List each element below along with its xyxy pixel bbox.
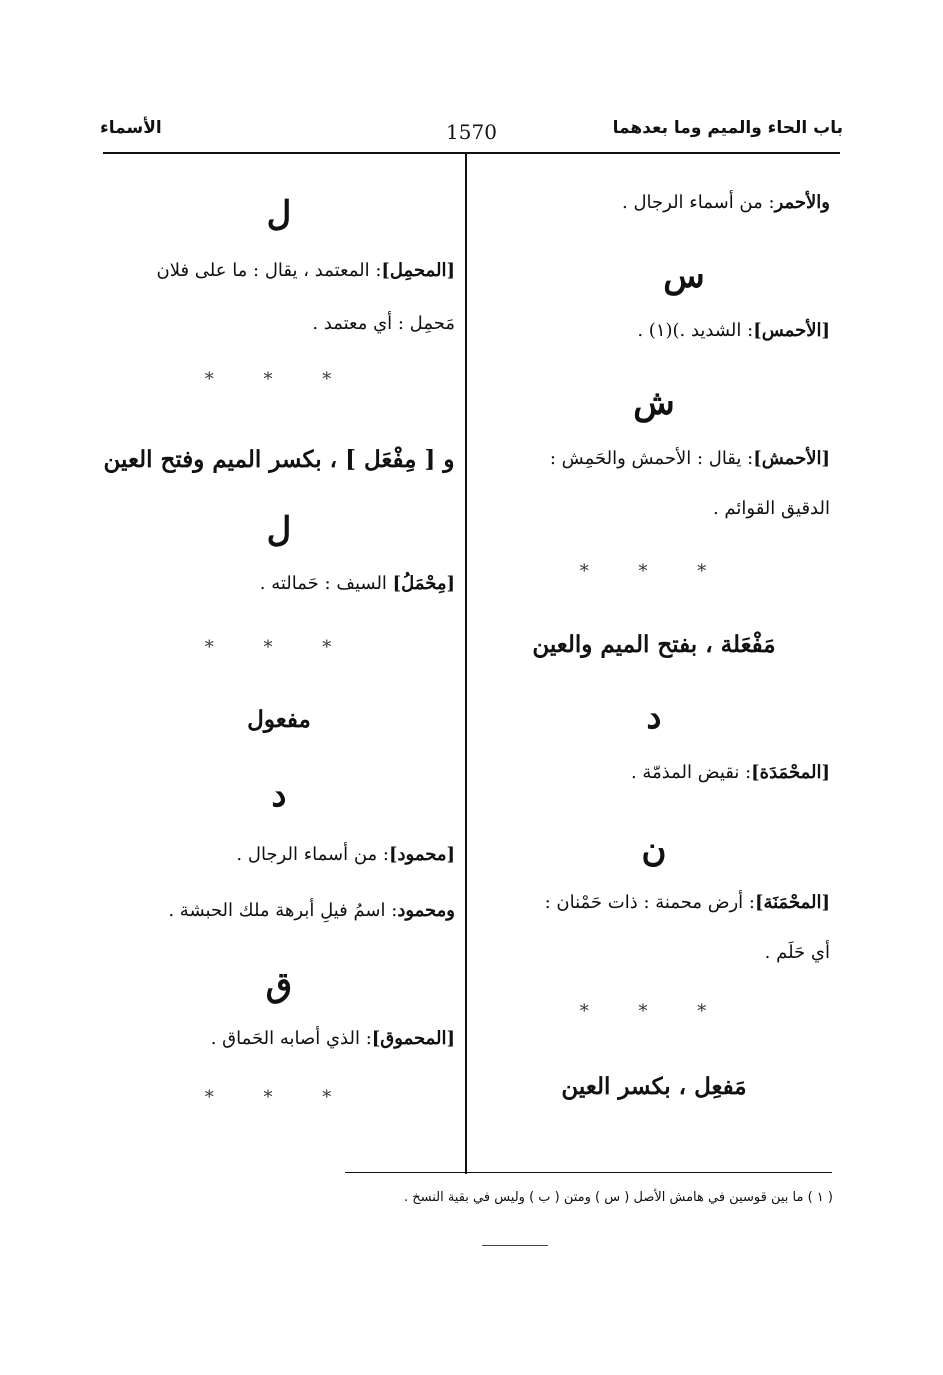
entry-key: [الأحمس] (753, 320, 830, 341)
page-number: 1570 (446, 120, 497, 144)
section-separator: * * * (204, 637, 354, 658)
entry-key: والأحمر (774, 192, 830, 213)
footnote-rule (345, 1172, 832, 1173)
section-heading: و [ مِفْعَل ] ، بكسر الميم وفتح العين (103, 446, 455, 473)
letter-heading: د (271, 775, 287, 815)
entry-key: [مِحْمَلُ] (392, 573, 455, 594)
section-separator: * * * (204, 1087, 354, 1108)
letter-heading: ل (266, 194, 292, 234)
entry (478, 177, 830, 229)
letter-heading: ش (633, 383, 675, 423)
entry (478, 305, 830, 357)
entry-text: : نقيض المذمّة . (630, 762, 752, 783)
section-heading: مَفعِل ، بكسر العين (561, 1073, 747, 1100)
entry-key: [المحموق] (371, 1028, 455, 1049)
entry-text: : من أسماء الرجال . (622, 192, 775, 213)
entry-key: [محمود] (388, 844, 455, 865)
letter-heading: س (663, 256, 705, 296)
entry-text: : الشديد .)(١) . (637, 320, 754, 341)
entry-continuation: مَحمِل : أي معتمد . (312, 313, 455, 334)
letter-heading: ل (266, 510, 292, 550)
bottom-mark (482, 1245, 548, 1246)
entry (478, 877, 830, 929)
entry-text: : أرض محمنة : ذات حَمْنان : (544, 892, 755, 913)
entry-text: : اسمُ فيلِ أبرهة ملك الحبشة . (168, 900, 398, 921)
entry (103, 829, 455, 881)
header-rule (103, 152, 840, 154)
footnote: ( ١ ) ما بين قوسين في هامش الأصل ( س ) ومتن ( ب ) وليس في بقية النسخ . (403, 1190, 833, 1205)
letter-heading: ق (265, 965, 293, 1005)
section-separator: * * * (579, 1001, 729, 1022)
entry-key: [المحْمَنَة] (754, 892, 830, 913)
letter-heading: د (646, 697, 662, 737)
entry-continuation: الدقيق القوائم . (712, 498, 830, 519)
entry-continuation: أي حَلَم . (764, 942, 830, 963)
entry-key: [المحْمَدَة] (751, 762, 830, 783)
entry-key: [المحمِل] (381, 260, 455, 281)
letter-heading: ن (641, 830, 667, 870)
section-heading: مَفْعَلة ، بفتح الميم والعين (532, 631, 776, 658)
section-heading: مفعول (247, 706, 311, 733)
entry-key: [الأحمش] (753, 448, 830, 469)
chapter-header: باب الحاء والميم وما بعدهما (612, 118, 843, 138)
entry-text: : الذي أصابه الحَماق . (210, 1028, 372, 1049)
entry-text: السيف : حَمالته . (259, 573, 393, 594)
section-separator: * * * (204, 369, 354, 390)
section-header: الأسماء (100, 118, 162, 138)
entry (478, 747, 830, 799)
entry (103, 885, 455, 937)
entry (103, 245, 455, 297)
section-separator: * * * (579, 561, 729, 582)
column-divider (465, 154, 467, 1174)
entry-text: : يقال : الأحمش والحَمِش : (549, 448, 754, 469)
entry-key: ومحمود (397, 900, 455, 921)
entry-text: : المعتمد ، يقال : ما على فلان (156, 260, 382, 281)
entry (478, 433, 830, 485)
entry (103, 558, 455, 610)
entry (103, 1013, 455, 1065)
entry-text: : من أسماء الرجال . (236, 844, 389, 865)
